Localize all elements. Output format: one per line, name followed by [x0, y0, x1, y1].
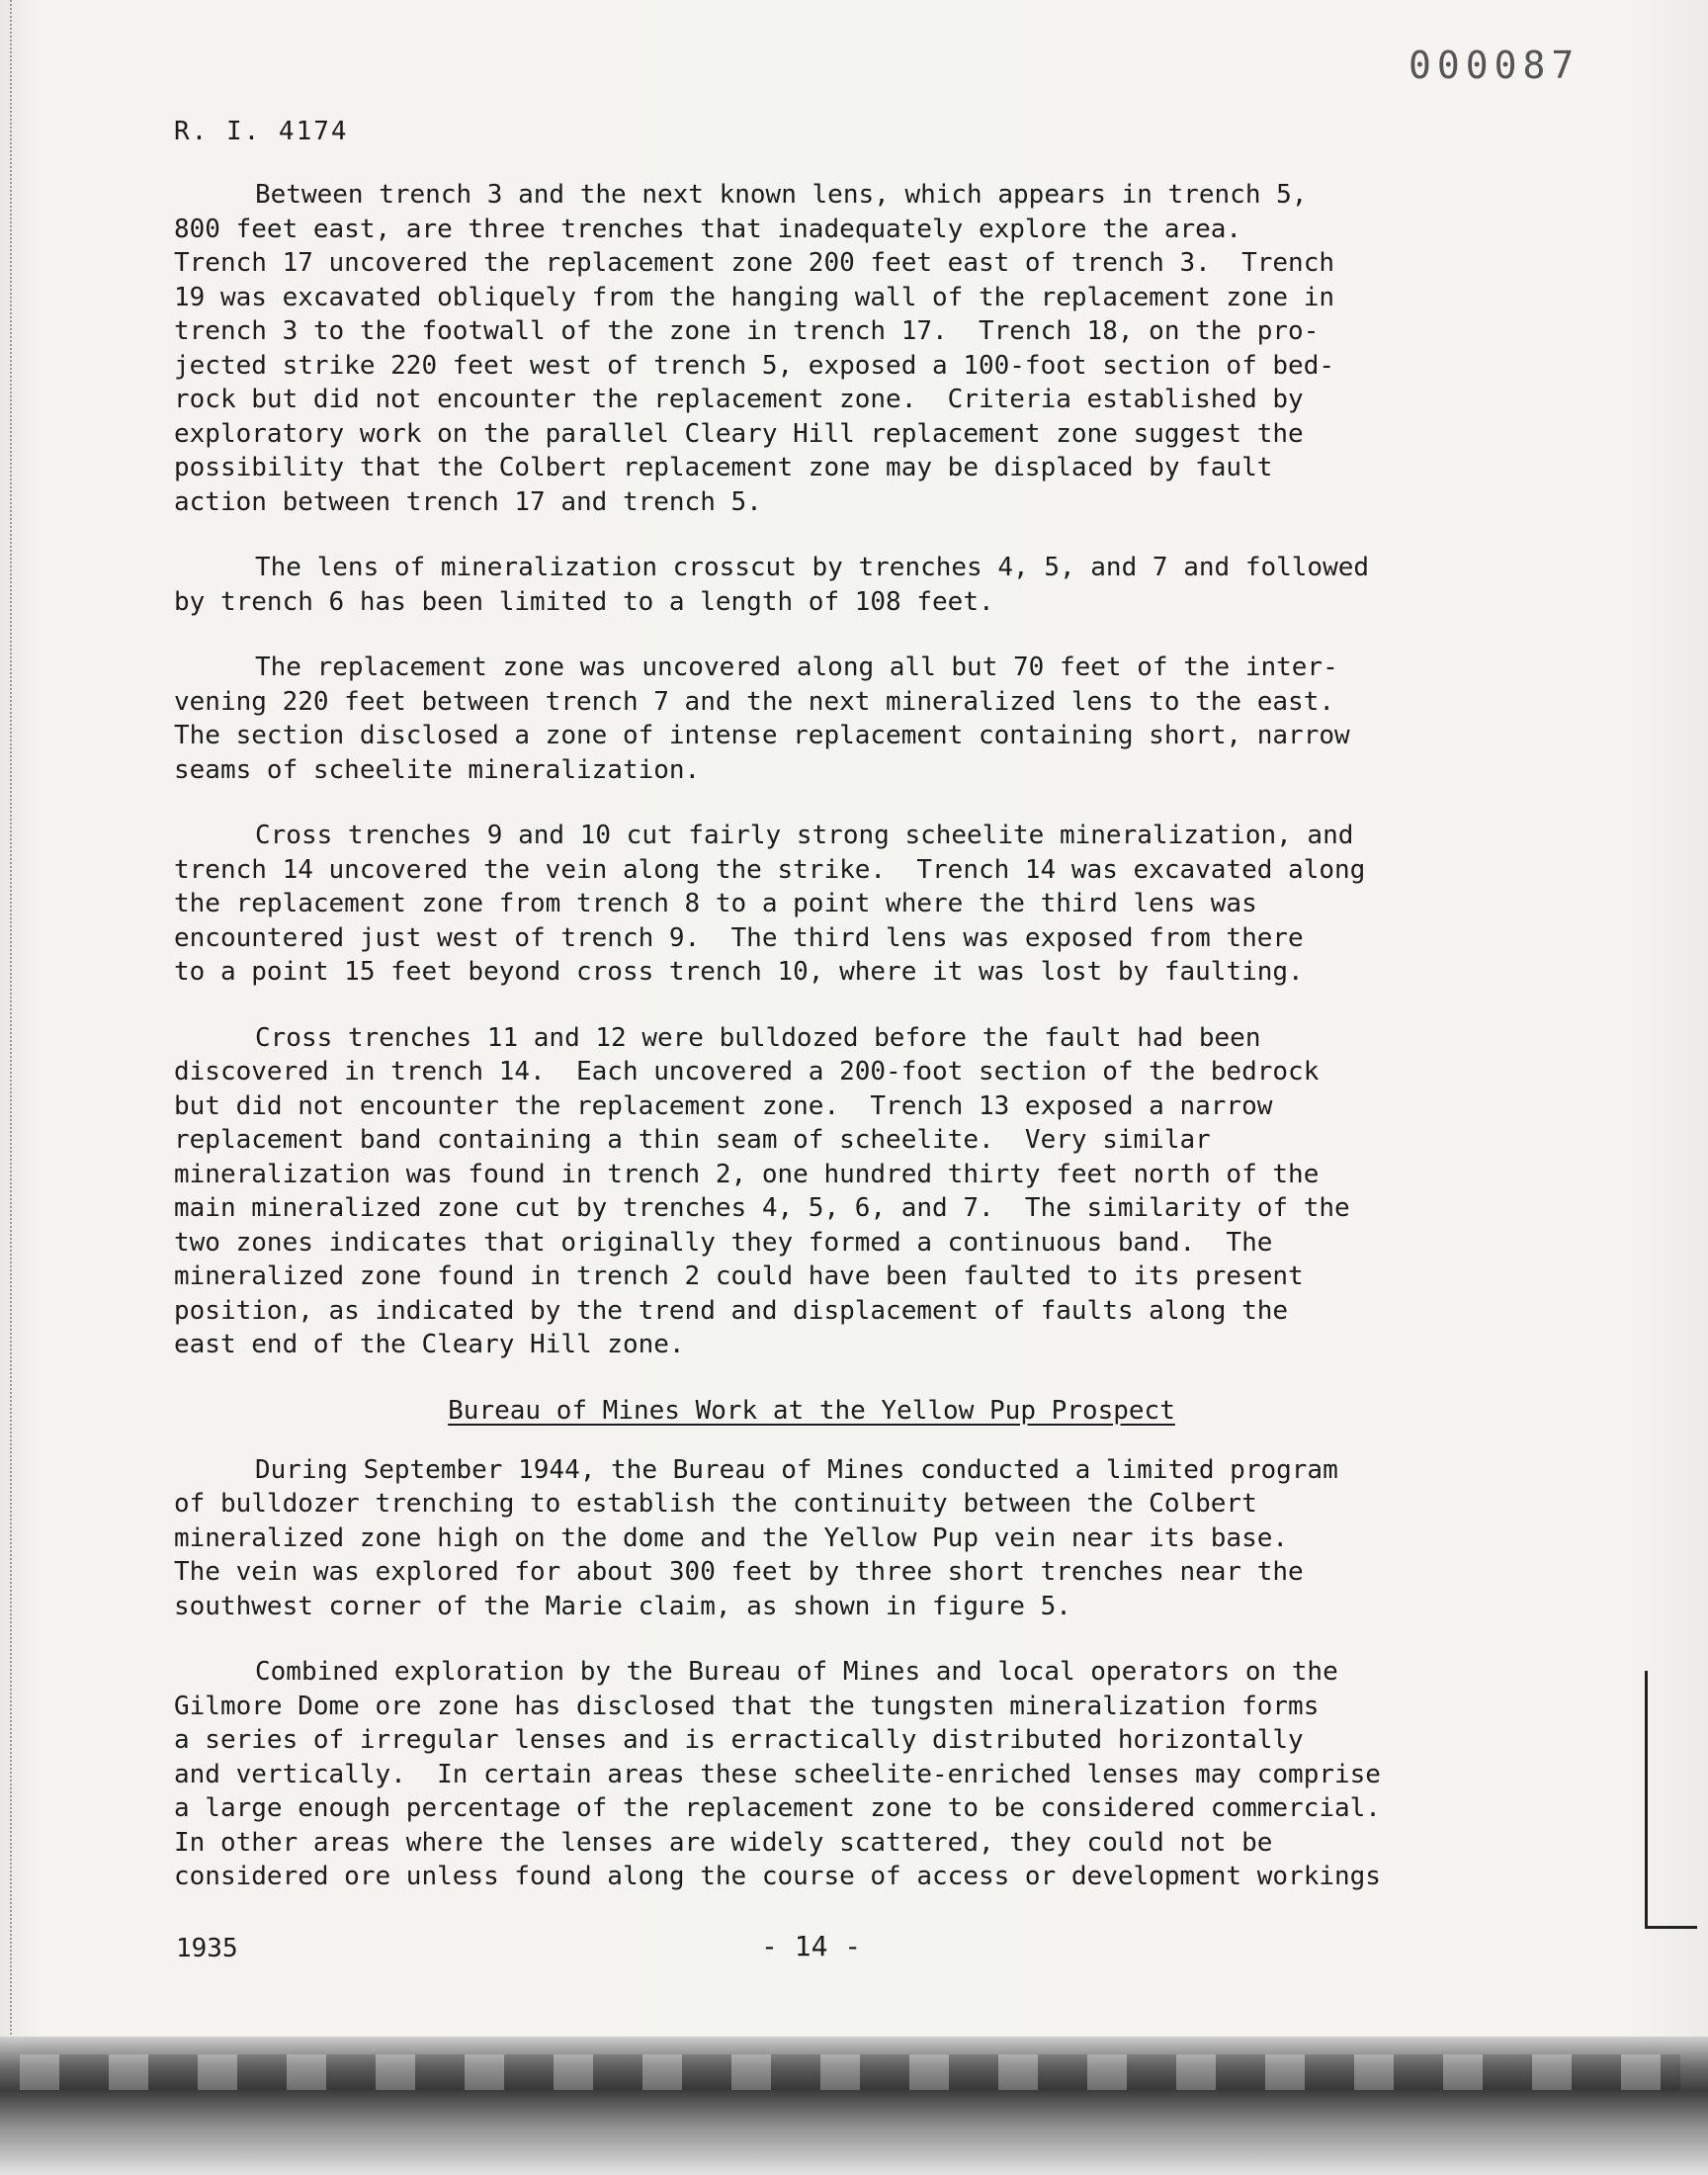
section-paragraph-1: During September 1944, the Bureau of Mines conducted a limited program of bulldozer trenching to establish the continuity between the Colbert mineralized zone high on the dome and the Yellow Pup vein near its base. The vein was explored for about 300 feet by three short trenches near the southwest corner of the Marie claim, as shown in figure 5.: [174, 1454, 1338, 1621]
paragraph-2: The lens of mineralization crosscut by trenches 4, 5, and 7 and followed by trench 6 has been limited to a length of 108 feet.: [174, 553, 1370, 617]
report-id: R. I. 4174: [174, 117, 349, 146]
section-heading: Bureau of Mines Work at the Yellow Pup Prospect: [448, 1395, 1175, 1426]
paragraph-1: Between trench 3 and the next known lens, which appears in trench 5, 800 feet east, are three trenches that inadequately explore the area. Trench 17 uncovered the replacement zone 200 feet east of trench 3. Trench 19 was excavated obliquely from the hanging wall of the replacement zone in trench 3 to the footwall of the zone in trench 17. Trench 18, on the pro- jected strike 220 feet west of trench 5, exposed a 100-foot section of bed- rock but did not encounter the replacement zone. Criteria established by exploratory work on the parallel Cleary Hill replacement zone suggest the possibility that the Colbert replacement zone may be displaced by fault action between trench 17 and trench 5.: [174, 180, 1334, 517]
footer-code: 1935: [176, 1934, 238, 1963]
page-number: - 14 -: [761, 1930, 862, 1962]
paragraph-3: The replacement zone was uncovered along all but 70 feet of the inter- vening 220 feet between trench 7 and the next mineralized lens to the east. The section disclosed a zone of intense replacement containing short, narrow seams of scheelite mineralization.: [174, 652, 1350, 785]
page-left-edge: [10, 0, 18, 2066]
paragraph-4: Cross trenches 9 and 10 cut fairly strong scheelite mineralization, and trench 14 uncovered the vein along the strike. Trench 14 was excavated along the replacement zone from trench 8 to a point where the third lens was encountered just west of trench 9. The third lens was exposed from there to a point 15 feet beyond cross trench 10, where it was lost by faulting.: [174, 821, 1366, 987]
document-number: 000087: [1409, 44, 1580, 87]
margin-bracket: [1645, 1671, 1697, 1929]
body-text: [174, 178, 1479, 1926]
paragraph-5: Cross trenches 11 and 12 were bulldozed before the fault had been discovered in trench 14. Each uncovered a 200-foot section of the bedrock but did not encounter the replacement zone. Trench 13 exposed a narrow replacement band containing a thin seam of scheelite. Very similar mineralization was found in trench 2, one hundred thirty feet north of the main mineralized zone cut by trenches 4, 5, 6, and 7. The similarity of the two zones indicates that originally they formed a continuous band. The mineralized zone found in trench 2 could have been faulted to its present position, as indicated by the trend and displacement of faults along the east end of the Cleary Hill zone.: [174, 1022, 1350, 1359]
scan-bottom-edge: [20, 2054, 1680, 2090]
section-paragraph-2: Combined exploration by the Bureau of Mines and local operators on the Gilmore Dome ore zone has disclosed that the tungsten mineralization forms a series of irregular lenses and is erractically distributed horizontally and vertically. In certain areas these scheelite-enriched lenses may comprise a large enough percentage of the replacement zone to be considered commercial. In other areas where the lenses are widely scattered, they could not be considered ore unless found along the course of access or development workings: [174, 1657, 1381, 1891]
